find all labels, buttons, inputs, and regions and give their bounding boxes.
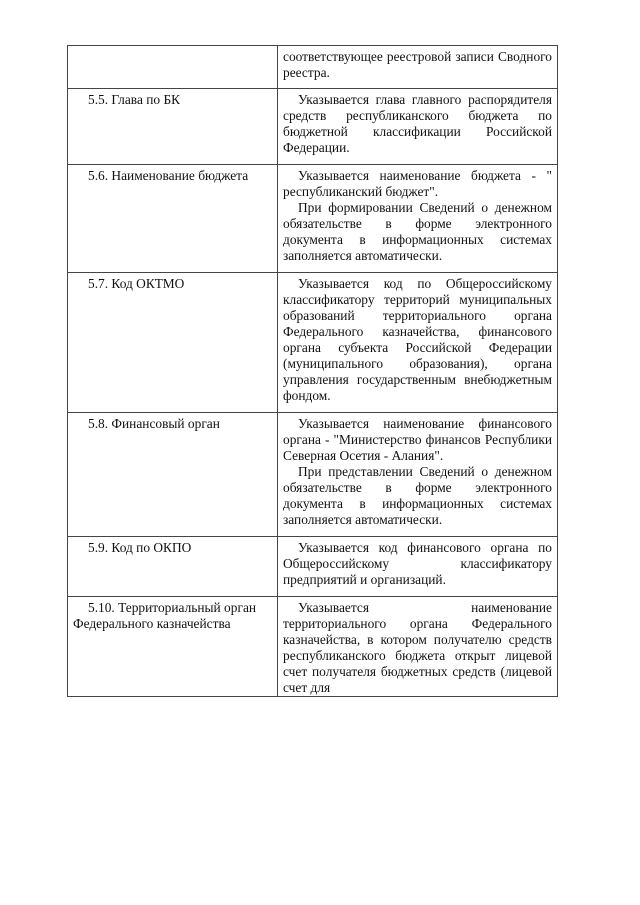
description-cell xyxy=(278,537,558,597)
field-name-cell: 5.8. Финансовый орган xyxy=(68,413,278,537)
description-paragraph: Указывается глава главного распорядителя средств республиканского бюджета по бюджетной классификации Российской Федерации. xyxy=(283,92,552,155)
description-paragraph: Указывается наименование бюджета - " республиканский бюджет". xyxy=(283,168,552,199)
field-name-cell: 5.10. Территориальный орган Федерального казначейства xyxy=(68,597,278,697)
table-row xyxy=(68,597,558,697)
field-name-cell xyxy=(68,46,278,89)
description-cell xyxy=(278,413,558,537)
field-name-cell: 5.7. Код ОКТМО xyxy=(68,273,278,413)
description-paragraph: Указывается наименование финансового органа - "Министерство финансов Республики Северная Осетия - Алания". xyxy=(283,416,552,463)
description-paragraph: Указывается код по Общероссийскому классификатору территорий муниципальных образований территориального органа Федерального казначейства, финансового органа субъекта Российской Федерации (муниципального образования), органа управления государственным внебюджетным фондом. xyxy=(283,276,552,403)
description-paragraph: При представлении Сведений о денежном обязательстве в форме электронного документа в информационных системах заполняется автоматически. xyxy=(283,464,552,527)
description-paragraph: соответствующее реестровой записи Сводного реестра. xyxy=(283,49,552,80)
field-name-cell: 5.6. Наименование бюджета xyxy=(68,165,278,273)
table-row xyxy=(68,46,558,89)
field-name-cell: 5.9. Код по ОКПО xyxy=(68,537,278,597)
description-cell xyxy=(278,46,558,89)
table-row xyxy=(68,413,558,537)
description-cell xyxy=(278,89,558,165)
description-cell xyxy=(278,165,558,273)
table-row xyxy=(68,165,558,273)
description-cell xyxy=(278,597,558,697)
field-name-cell: 5.5. Глава по БК xyxy=(68,89,278,165)
table-row xyxy=(68,537,558,597)
description-paragraph: При формировании Сведений о денежном обязательстве в форме электронного документа в информационных системах заполняется автоматически. xyxy=(283,200,552,263)
description-paragraph: Указывается код финансового органа по Общероссийскому классификатору предприятий и организаций. xyxy=(283,540,552,587)
description-paragraph: Указывается наименование территориального органа Федерального казначейства, в котором получателю средств республиканского бюджета открыт лицевой счет получателя бюджетных средств (лицевой счет для xyxy=(283,600,552,695)
table-row xyxy=(68,273,558,413)
description-cell xyxy=(278,273,558,413)
requisites-table xyxy=(67,45,558,697)
table-row xyxy=(68,89,558,165)
